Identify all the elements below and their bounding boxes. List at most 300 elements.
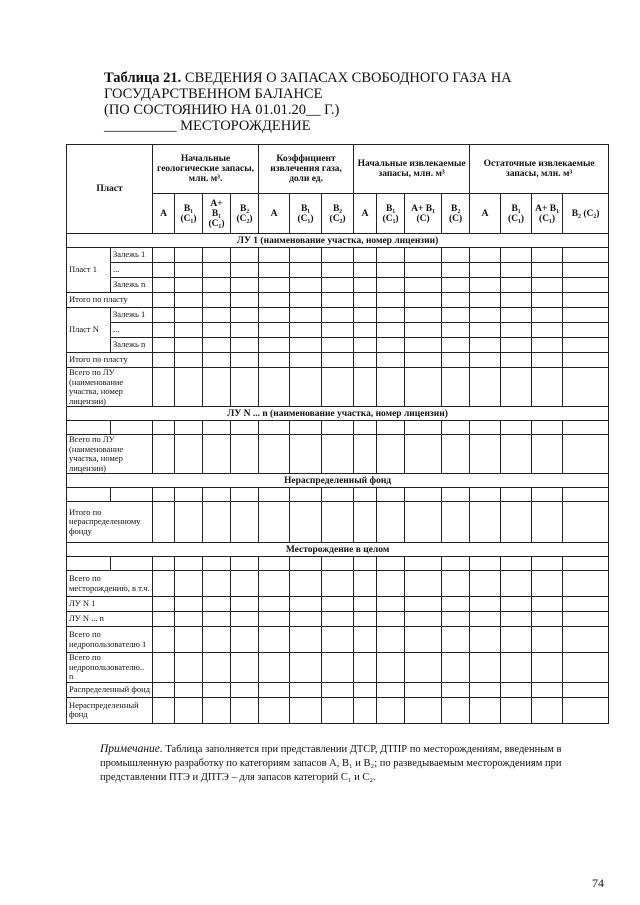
header-cat: А (259, 194, 290, 234)
table-cell (532, 627, 563, 653)
table-cell (377, 571, 405, 597)
table-cell (501, 278, 532, 293)
table-cell (442, 612, 470, 627)
row-label-vsego-lu: Всего по ЛУ (наименование участка, номер лицензии) (67, 435, 153, 474)
table-cell (259, 627, 290, 653)
table-cell (354, 612, 377, 627)
table-cell (153, 421, 175, 435)
table-cell (290, 308, 322, 323)
row-label-lu1: ЛУ N 1 (67, 597, 153, 612)
table-cell (501, 263, 532, 278)
table-cell (203, 682, 231, 697)
table-cell (175, 353, 203, 368)
table-cell (377, 308, 405, 323)
header-cat: В₂ (С₂) (322, 194, 354, 234)
table-cell (442, 263, 470, 278)
table-cell (231, 338, 259, 353)
table-cell (442, 338, 470, 353)
table-cell (532, 682, 563, 697)
table-cell (354, 435, 377, 474)
table-cell (259, 323, 290, 338)
table-cell (203, 597, 231, 612)
table-cell (532, 338, 563, 353)
table-cell (322, 597, 354, 612)
table-cell (377, 435, 405, 474)
table-cell (377, 502, 405, 543)
table-cell (501, 597, 532, 612)
table-cell (153, 597, 175, 612)
table-cell (153, 682, 175, 697)
table-cell (259, 502, 290, 543)
table-cell (203, 557, 231, 571)
table-cell (442, 353, 470, 368)
table-cell (563, 697, 609, 723)
table-cell (175, 557, 203, 571)
table-cell (442, 697, 470, 723)
row-label-dots: ... (111, 263, 153, 278)
table-cell (501, 697, 532, 723)
table-cell (501, 612, 532, 627)
table-cell (354, 682, 377, 697)
note-text: Таблица заполняется при представлении ДТСР, ДТПР по месторождениям, введенным в промышленную разработку по категориям запасов А, В₁ и В₂; по разведываемым месторождениям при представлении ПТЭ и ДПТЭ – для запасов категорий С₁ и С₂. (100, 744, 562, 783)
table-cell (354, 421, 377, 435)
table-cell (501, 653, 532, 683)
table-cell (175, 293, 203, 308)
header-cat: В₁ (С₁) (377, 194, 405, 234)
header-cat: А+ В₁ (С₁) (203, 194, 231, 234)
table-cell (470, 368, 501, 407)
table-cell (153, 502, 175, 543)
row-label-nedroN: Всего по недропользователю.. n (67, 653, 153, 683)
table-cell (231, 682, 259, 697)
table-cell (231, 248, 259, 263)
table-cell (322, 557, 354, 571)
table-cell (153, 627, 175, 653)
table-cell (175, 308, 203, 323)
table-cell (175, 338, 203, 353)
table-row (67, 353, 609, 368)
header-cat: В₁ (С₁) (290, 194, 322, 234)
table-cell (470, 338, 501, 353)
table-cell (354, 502, 377, 543)
table-cell (405, 323, 442, 338)
table-cell (322, 368, 354, 407)
table-cell (377, 323, 405, 338)
table-cell (470, 682, 501, 697)
table-cell (563, 338, 609, 353)
table-cell (231, 612, 259, 627)
table-cell (203, 353, 231, 368)
table-cell (290, 597, 322, 612)
table-cell (405, 682, 442, 697)
table-cell (111, 488, 153, 502)
table-cell (175, 421, 203, 435)
reserves-table-container (66, 144, 609, 724)
table-cell (354, 353, 377, 368)
header-cat: А (470, 194, 501, 234)
table-cell (203, 323, 231, 338)
header-cat: В₂ (С) (442, 194, 470, 234)
table-cell (442, 293, 470, 308)
table-cell (442, 368, 470, 407)
table-cell (532, 293, 563, 308)
table-cell (153, 263, 175, 278)
table-cell (442, 557, 470, 571)
table-row (67, 263, 609, 278)
table-cell (563, 421, 609, 435)
table-cell (377, 627, 405, 653)
table-cell (259, 263, 290, 278)
table-cell (501, 571, 532, 597)
table-cell (442, 571, 470, 597)
table-cell (354, 627, 377, 653)
table-cell (290, 697, 322, 723)
note-label: Примечание. (100, 743, 163, 755)
table-cell (377, 248, 405, 263)
table-cell (501, 627, 532, 653)
table-cell (322, 293, 354, 308)
table-cell (470, 421, 501, 435)
table-cell (153, 308, 175, 323)
table-cell (563, 557, 609, 571)
header-row-1 (67, 145, 609, 194)
table-row (67, 682, 609, 697)
table-cell (354, 368, 377, 407)
table-cell (501, 248, 532, 263)
table-cell (354, 488, 377, 502)
table-row (67, 697, 609, 723)
table-cell (501, 308, 532, 323)
table-cell (322, 682, 354, 697)
table-cell (532, 653, 563, 683)
section-row (67, 543, 609, 557)
table-cell (175, 697, 203, 723)
table-cell (290, 368, 322, 407)
table-cell (532, 308, 563, 323)
table-cell (405, 612, 442, 627)
table-cell (203, 368, 231, 407)
table-cell (354, 557, 377, 571)
table-cell (354, 571, 377, 597)
table-cell (322, 697, 354, 723)
table-cell (470, 571, 501, 597)
table-cell (175, 571, 203, 597)
title-line1: СВЕДЕНИЯ О ЗАПАСАХ СВОБОДНОГО ГАЗА НА ГОСУДАРСТВЕННОМ БАЛАНСЕ (104, 70, 512, 102)
row-label-dots: ... (111, 323, 153, 338)
table-cell (153, 278, 175, 293)
table-cell (259, 682, 290, 697)
table-cell (231, 278, 259, 293)
table-cell (231, 557, 259, 571)
row-label-zalezh1: Залежь 1 (111, 308, 153, 323)
table-cell (290, 502, 322, 543)
table-cell (290, 263, 322, 278)
table-cell (203, 293, 231, 308)
table-row (67, 368, 609, 407)
table-cell (532, 323, 563, 338)
table-cell (290, 293, 322, 308)
table-cell (259, 653, 290, 683)
table-cell (231, 323, 259, 338)
page-number: 74 (592, 876, 604, 890)
table-cell (175, 627, 203, 653)
table-cell (405, 653, 442, 683)
header-plast: Пласт (67, 145, 153, 234)
table-row (67, 308, 609, 323)
header-cat: А (354, 194, 377, 234)
header-cat: В₂ (С₂) (563, 194, 609, 234)
table-cell (405, 627, 442, 653)
table-cell (231, 368, 259, 407)
table-cell (322, 502, 354, 543)
header-group-initial-recoverable: Начальные извлекаемые запасы, млн. м³ (354, 145, 470, 194)
table-cell (259, 353, 290, 368)
table-cell (377, 557, 405, 571)
table-cell (175, 502, 203, 543)
table-cell (175, 682, 203, 697)
table-cell (563, 597, 609, 612)
table-cell (377, 338, 405, 353)
table-cell (532, 368, 563, 407)
table-cell (405, 368, 442, 407)
table-cell (259, 368, 290, 407)
table-cell (563, 682, 609, 697)
table-title (104, 70, 604, 134)
table-cell (470, 353, 501, 368)
table-cell (442, 502, 470, 543)
table-cell (470, 612, 501, 627)
table-cell (290, 248, 322, 263)
table-cell (405, 435, 442, 474)
table-cell (203, 571, 231, 597)
table-cell (470, 653, 501, 683)
table-cell (175, 368, 203, 407)
row-label-zalezhN: Залежь n (111, 278, 153, 293)
table-cell (501, 557, 532, 571)
table-cell (442, 653, 470, 683)
table-cell (259, 278, 290, 293)
table-cell (231, 263, 259, 278)
table-cell (501, 323, 532, 338)
title-line2: (ПО СОСТОЯНИЮ НА 01.01.20__ Г.) (104, 102, 340, 118)
table-row (67, 421, 609, 435)
table-cell (532, 435, 563, 474)
table-cell (259, 597, 290, 612)
table-cell (354, 653, 377, 683)
table-cell (322, 612, 354, 627)
header-group-recovery-coefficient: Коэффициент извлечения газа, доли ед. (259, 145, 354, 194)
table-cell (532, 571, 563, 597)
table-cell (259, 571, 290, 597)
table-cell (532, 557, 563, 571)
table-cell (322, 353, 354, 368)
table-cell (203, 308, 231, 323)
table-cell (501, 502, 532, 543)
table-cell (354, 263, 377, 278)
table-row (67, 323, 609, 338)
table-cell (322, 323, 354, 338)
table-cell (354, 308, 377, 323)
table-note (100, 742, 608, 785)
table-cell (470, 248, 501, 263)
section-nerasp: Нераспределенный фонд (67, 474, 609, 488)
header-group-initial-geological: Начальные геологические запасы, млн. м³. (153, 145, 259, 194)
header-cat: В₁ (С₁) (175, 194, 203, 234)
table-cell (153, 248, 175, 263)
table-cell (470, 597, 501, 612)
table-cell (405, 293, 442, 308)
table-cell (470, 435, 501, 474)
table-cell (405, 597, 442, 612)
table-cell (532, 421, 563, 435)
table-cell (322, 338, 354, 353)
row-label-zalezhN: Залежь n (111, 338, 153, 353)
table-cell (175, 248, 203, 263)
table-cell (354, 293, 377, 308)
table-cell (377, 353, 405, 368)
table-cell (203, 697, 231, 723)
table-cell (153, 571, 175, 597)
table-cell (290, 557, 322, 571)
table-cell (203, 435, 231, 474)
table-cell (203, 421, 231, 435)
table-cell (442, 435, 470, 474)
table-cell (231, 597, 259, 612)
table-cell (153, 653, 175, 683)
table-cell (231, 488, 259, 502)
table-cell (470, 488, 501, 502)
title-prefix: Таблица 21. (104, 70, 182, 86)
table-cell (563, 435, 609, 474)
table-cell (259, 697, 290, 723)
table-cell (259, 248, 290, 263)
table-row (67, 557, 609, 571)
section-row (67, 407, 609, 421)
table-cell (322, 627, 354, 653)
table-cell (153, 368, 175, 407)
row-label-vsego-field: Всего по месторождению, в т.ч. (67, 571, 153, 597)
table-cell (377, 612, 405, 627)
table-cell (175, 488, 203, 502)
table-cell (259, 488, 290, 502)
table-cell (322, 308, 354, 323)
table-cell (175, 278, 203, 293)
table-row (67, 627, 609, 653)
row-label-nedro1: Всего по недропользователю 1 (67, 627, 153, 653)
table-cell (290, 653, 322, 683)
table-cell (153, 338, 175, 353)
table-cell (354, 697, 377, 723)
table-cell (231, 293, 259, 308)
table-cell (377, 682, 405, 697)
table-cell (153, 353, 175, 368)
table-row (67, 597, 609, 612)
header-group-remaining-recoverable: Остаточные извлекаемые запасы, млн. м³ (470, 145, 609, 194)
table-row (67, 571, 609, 597)
table-cell (290, 682, 322, 697)
table-cell (470, 308, 501, 323)
table-cell (470, 263, 501, 278)
row-label-rasp-fond: Распределенный фонд (67, 682, 153, 697)
table-cell (532, 612, 563, 627)
header-cat: А (153, 194, 175, 234)
header-cat: А+ В₁ (С₁) (532, 194, 563, 234)
table-cell (354, 278, 377, 293)
reserves-table (66, 144, 609, 724)
table-cell (203, 338, 231, 353)
table-cell (354, 338, 377, 353)
table-cell (290, 571, 322, 597)
table-cell (203, 248, 231, 263)
table-cell (532, 597, 563, 612)
table-cell (442, 308, 470, 323)
table-cell (532, 248, 563, 263)
table-cell (153, 488, 175, 502)
row-label-itogo-plast: Итого по пласту (67, 353, 153, 368)
table-cell (259, 612, 290, 627)
table-cell (470, 627, 501, 653)
table-cell (377, 263, 405, 278)
table-cell (322, 278, 354, 293)
table-cell (501, 368, 532, 407)
table-cell (67, 488, 111, 502)
section-row (67, 474, 609, 488)
table-cell (175, 612, 203, 627)
table-cell (442, 323, 470, 338)
table-cell (175, 435, 203, 474)
table-cell (290, 353, 322, 368)
row-label-itogo-plast: Итого по пласту (67, 293, 153, 308)
table-cell (563, 571, 609, 597)
table-cell (442, 627, 470, 653)
table-cell (290, 612, 322, 627)
table-cell (501, 293, 532, 308)
table-cell (442, 682, 470, 697)
table-cell (175, 323, 203, 338)
table-cell (153, 557, 175, 571)
table-cell (67, 557, 111, 571)
table-cell (405, 263, 442, 278)
table-cell (322, 263, 354, 278)
table-cell (175, 597, 203, 612)
table-cell (532, 697, 563, 723)
table-cell (231, 502, 259, 543)
table-cell (563, 353, 609, 368)
table-cell (377, 597, 405, 612)
row-label-nerasp-fond: Нераспределенный фонд (67, 697, 153, 723)
table-cell (231, 627, 259, 653)
table-cell (470, 323, 501, 338)
table-cell (563, 263, 609, 278)
table-cell (470, 697, 501, 723)
table-cell (259, 338, 290, 353)
table-cell (231, 653, 259, 683)
table-cell (322, 571, 354, 597)
table-cell (405, 278, 442, 293)
header-cat: В₂ (С₂) (231, 194, 259, 234)
table-row (67, 502, 609, 543)
table-cell (290, 435, 322, 474)
table-cell (405, 488, 442, 502)
table-row (67, 248, 609, 263)
table-cell (563, 248, 609, 263)
table-cell (532, 263, 563, 278)
table-cell (111, 421, 153, 435)
table-row (67, 338, 609, 353)
row-label-plastN: Пласт N (67, 308, 111, 353)
table-cell (563, 308, 609, 323)
table-cell (153, 612, 175, 627)
